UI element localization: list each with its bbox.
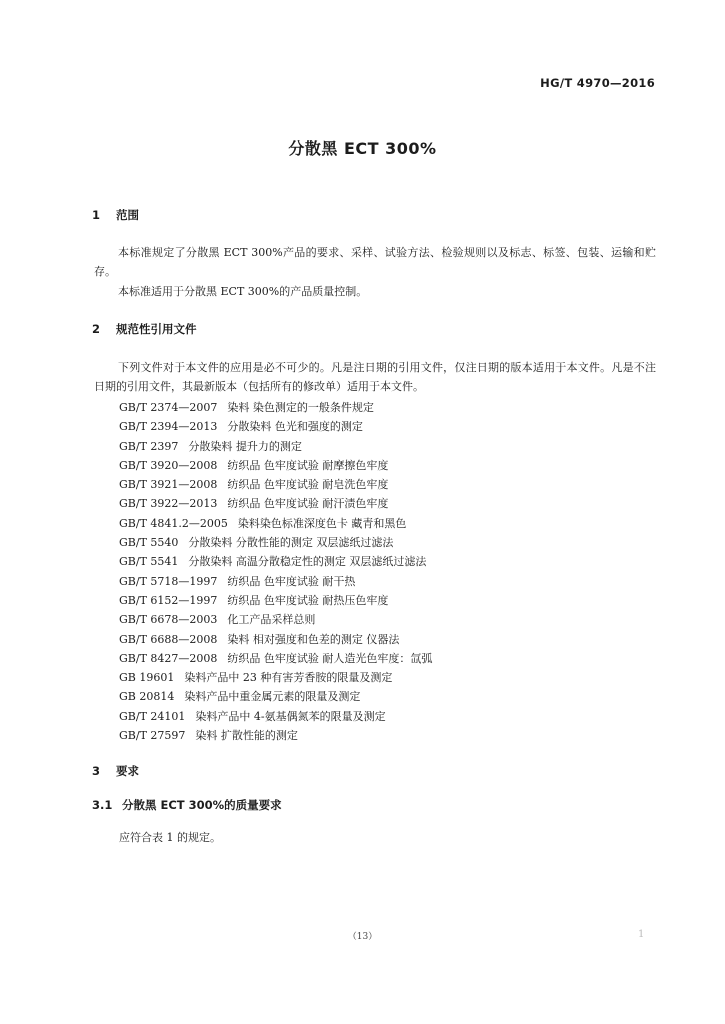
reference-item [119,591,432,610]
section-1-title: 范围 [116,208,139,222]
reference-title: 纺织品 色牢度试验 耐人造光色牢度：氙弧 [227,651,433,665]
reference-item [119,475,432,494]
standard-code: HG/T 4970—2016 [540,76,655,90]
reference-title: 分散染料 提升力的测定 [188,439,302,453]
reference-code: GB/T 2394—2013 [119,420,218,434]
document-title: 分散黑 ECT 300% [288,139,437,158]
section-2-number: 2 [92,322,101,336]
reference-code: GB/T 27597 [119,729,186,743]
reference-item [119,456,432,475]
section-3-1-heading [92,797,282,813]
section-1-paragraph-2: 本标准适用于分散黑 ECT 300%的产品质量控制。 [118,285,368,298]
reference-code: GB/T 2374—2007 [119,401,218,414]
reference-code: GB 20814 [119,690,175,704]
reference-list [119,398,432,745]
reference-item [119,707,432,726]
reference-code: GB/T 6152—1997 [119,593,218,607]
reference-code: GB/T 3921—2008 [119,478,218,492]
reference-item [119,533,432,552]
section-1-heading [92,207,139,223]
reference-item [119,437,432,456]
section-3-number: 3 [92,764,101,778]
reference-item [119,649,432,668]
reference-code: GB/T 4841.2—2005 [119,516,228,530]
reference-title: 染料 扩散性能的测定 [195,729,298,743]
reference-item [119,610,432,629]
reference-item [119,726,432,745]
reference-title: 染料染色标准深度色卡 藏青和黑色 [237,516,407,530]
section-2-intro: 下列文件对于本文件的应用是必不可少的。凡是注日期的引用文件，仅注日期的版本适用于本文件。凡是不注日期的引用文件，其最新版本（包括所有的修改单）适用于本文件。 [94,361,656,393]
reference-item [119,572,432,591]
reference-title: 分散染料 色光和强度的测定 [227,420,363,434]
reference-code: GB/T 5540 [119,536,179,550]
section-3-1-number: 3.1 [92,798,113,812]
reference-code: GB/T 24101 [119,709,186,723]
reference-code: GB/T 2397 [119,439,179,453]
reference-title: 纺织品 色牢度试验 耐热压色牢度 [227,593,389,607]
section-2-heading [92,321,197,337]
reference-item [119,514,432,533]
reference-title: 分散染料 分散性能的测定 双层滤纸过滤法 [188,536,394,550]
reference-code: GB/T 8427—2008 [119,651,218,665]
reference-item [119,552,432,571]
reference-code: GB/T 5718—1997 [119,574,218,588]
section-3-1-title: 分散黑 ECT 300%的质量要求 [122,798,282,812]
reference-code: GB 19601 [119,671,175,685]
reference-code: GB/T 6678—2003 [119,613,218,627]
section-1-paragraph-1: 本标准规定了分散黑 ECT 300%产品的要求、采样、试验方法、检验规则以及标志、标签、包装、运输和贮存。 [94,246,656,278]
reference-title: 染料 相对强度和色差的测定 仪器法 [227,632,400,646]
section-3-1-text: 应符合表 1 的规定。 [119,831,221,844]
reference-code: GB/T 3920—2008 [119,458,218,472]
reference-code: GB/T 6688—2008 [119,632,218,646]
reference-item [119,494,432,513]
reference-title: 纺织品 色牢度试验 耐干热 [227,574,356,588]
reference-item [119,398,432,417]
reference-code: GB/T 3922—2013 [119,497,218,511]
section-2-title: 规范性引用文件 [116,322,197,336]
reference-item [119,630,432,649]
reference-code: GB/T 5541 [119,555,179,569]
reference-title: 染料 染色测定的一般条件规定 [227,401,374,414]
reference-title: 化工产品采样总则 [227,613,316,627]
page-side-mark: 1 [638,929,645,940]
reference-title: 分散染料 高温分散稳定性的测定 双层滤纸过滤法 [188,555,427,569]
reference-title: 纺织品 色牢度试验 耐摩擦色牢度 [227,458,389,472]
reference-title: 染料产品中 4-氨基偶氮苯的限量及测定 [195,709,386,723]
reference-item [119,687,432,706]
reference-title: 染料产品中重金属元素的限量及测定 [184,690,361,704]
reference-item [119,417,432,436]
page-number: （13） [347,932,378,942]
section-3-title: 要求 [116,764,139,778]
reference-title: 纺织品 色牢度试验 耐汗渍色牢度 [227,497,389,511]
section-1-number: 1 [92,208,101,222]
reference-item [119,668,432,687]
reference-title: 染料产品中 23 种有害芳香胺的限量及测定 [184,671,393,685]
reference-title: 纺织品 色牢度试验 耐皂洗色牢度 [227,478,389,492]
section-3-heading [92,763,139,779]
